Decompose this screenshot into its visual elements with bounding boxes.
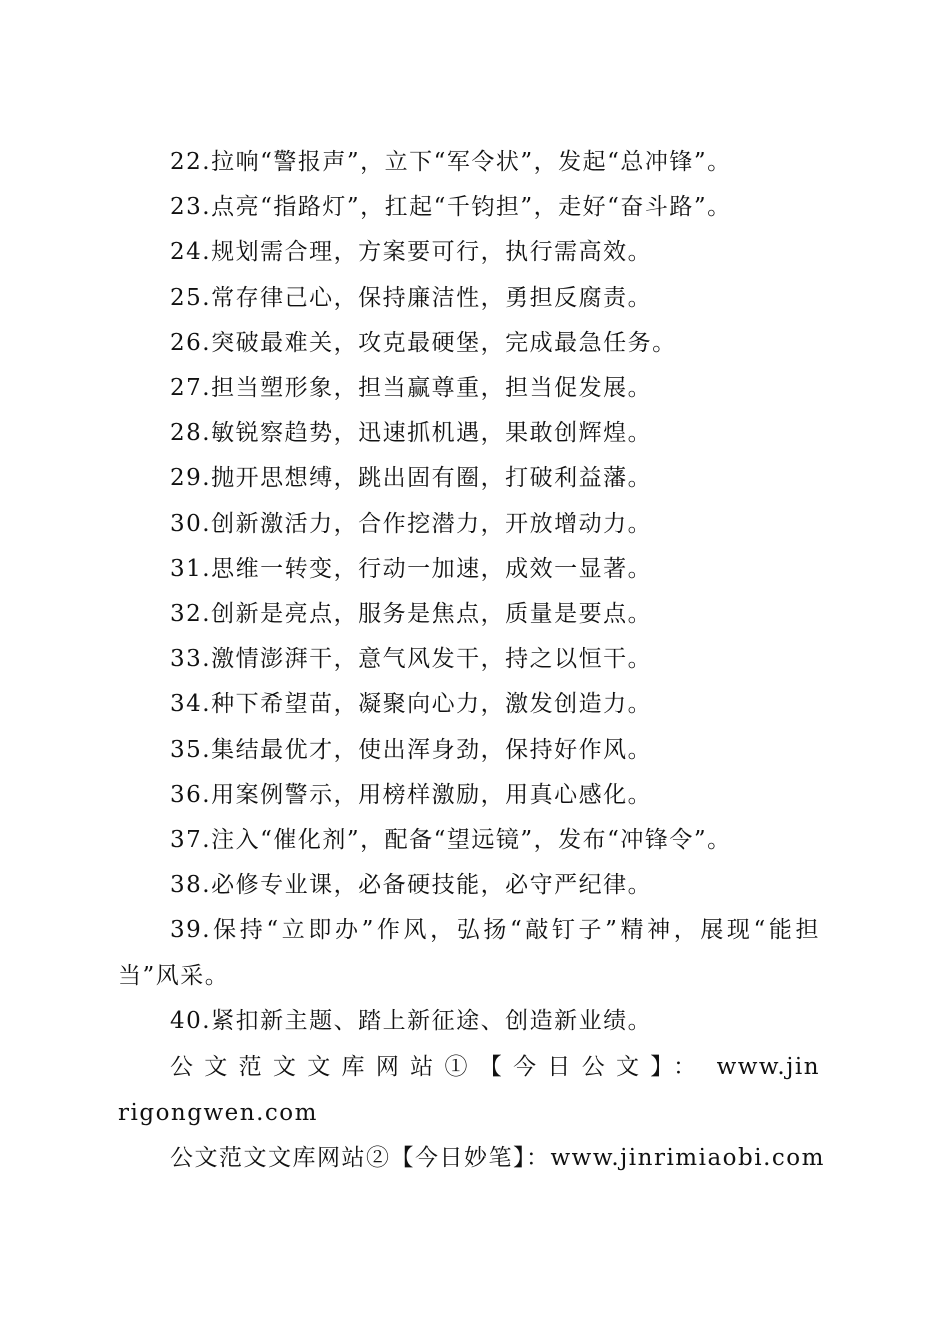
footer-site-2-label: 公文范文文库网站②【今日妙笔】：: [170, 1145, 551, 1172]
list-item: 37.注入“催化剂”，配备“望远镜”，发布“冲锋令”。: [170, 827, 732, 854]
list-item: 25.常存律己心，保持廉洁性，勇担反腐责。: [170, 284, 653, 311]
list-item: 22.拉响“警报声”，立下“军令状”，发起“总冲锋”。: [170, 149, 732, 175]
document-body: [118, 140, 825, 1181]
list-item: 32.创新是亮点，服务是焦点，质量是要点。: [170, 601, 653, 628]
footer-site-1: [118, 1044, 820, 1136]
footer-site-2: [118, 1136, 825, 1181]
footer-site-1-label: 公文范文文库网站①【今日公文】：: [170, 1054, 708, 1081]
footer-site-2-link[interactable]: www.jinrimiaobi.com: [550, 1145, 825, 1172]
list-item: 40.紧扣新主题、踏上新征途、创造新业绩。: [170, 1007, 653, 1034]
list-item: 31.思维一转变，行动一加速，成效一显著。: [170, 555, 653, 582]
list-item: 26.突破最难关，攻克最硬堡，完成最急任务。: [170, 329, 677, 356]
list-item: 29.抛开思想缚，跳出固有圈，打破利益藩。: [170, 465, 653, 492]
list-item: 28.敏锐察趋势，迅速抓机遇，果敢创辉煌。: [170, 420, 653, 447]
list-item: 34.种下希望苗，凝聚向心力，激发创造力。: [170, 691, 653, 718]
list-item: 27.担当塑形象，担当赢尊重，担当促发展。: [170, 375, 653, 402]
list-item: 24.规划需合理，方案要可行，执行需高效。: [170, 239, 653, 266]
list-item: 33.激情澎湃干，意气风发干，持之以恒干。: [170, 646, 653, 673]
list-item: 23.点亮“指路灯”，扛起“千钧担”，走好“奋斗路”。: [170, 194, 732, 221]
list-item: 30.创新激活力，合作挖潜力，开放增动力。: [170, 510, 653, 537]
list-item: 39.保持“立即办”作风，弘扬“敲钉子”精神，展现“能担当”风采。: [118, 917, 820, 989]
footer-site-1-link[interactable]: www.jinrigongwen.com: [118, 1054, 821, 1127]
list-item: 36.用案例警示，用榜样激励，用真心感化。: [170, 781, 653, 808]
list-item: 35.集结最优才，使出浑身劲，保持好作风。: [170, 736, 653, 763]
list-item: 38.必修专业课，必备硬技能，必守严纪律。: [170, 872, 653, 899]
